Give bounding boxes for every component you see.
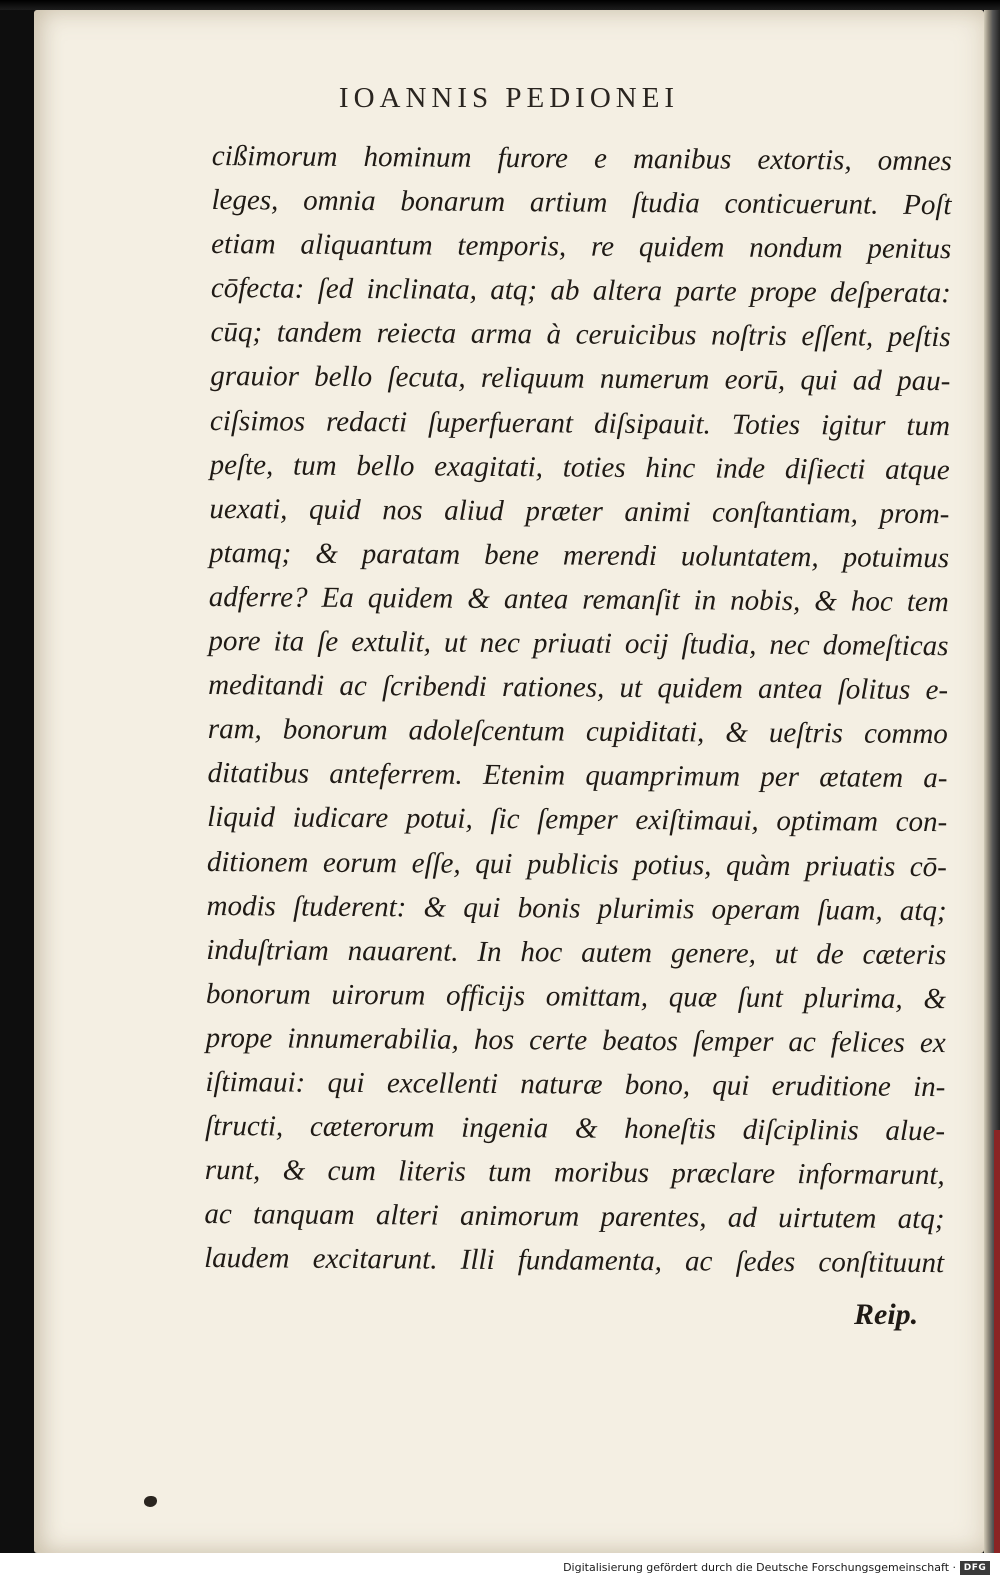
text-line: ciſsimos redacti ſuperfuerant diſsipauit. Toties igitur tum [209,404,951,442]
text-line: ditatibus anteferrem. Etenim quamprimum per ætatem a- [207,757,948,795]
funding-notice: Digitalisierung gefördert durch die Deutsche Forschungsgemeinschaft · [563,1561,956,1574]
text-line: ptamq; & paratam bene merendi uoluntatem, potuimus [208,536,950,574]
text-line: prope innumerabilia, hos certe beatos ſemper ac felices ex [205,1021,946,1060]
text-line: ſtructi, cæterorum ingenia & honeſtis diſciplinis alue- [204,1110,946,1148]
catchword: Reip. [854,1298,919,1331]
text-line: liquid iudicare potui, ſic ſemper exiſtimaui, optimam con- [207,801,948,839]
dfg-logo: DFG [960,1561,990,1575]
text-line: modis ſtuderent: & qui bonis plurimis operam ſuam, atq; [206,889,947,927]
text-line: iſtimaui: qui excellenti naturæ bono, qui eruditione in- [205,1065,946,1104]
text-line: runt, & cum literis tum moribus præclare informarunt, [204,1154,945,1192]
text-line: etiam aliquantum temporis, re quidem nondum penitus [211,228,952,266]
text-line: uexati, quid nos aliud præter animi conſtantiam, prom- [209,492,950,530]
text-line: cōfecta: ſed inclinata, atq; ab altera parte prope deſperata: [210,272,952,310]
text-line: ram, bonorum adoleſcentum cupiditati, & ueſtris commo [207,713,948,751]
text-line: adferre? Ea quidem & antea remanſit in nobis, & hoc tem [208,580,949,619]
text-line: induſtriam nauarent. In hoc autem genere, ut de cæteris [206,933,947,971]
scan-top-border [0,0,1000,10]
red-page-edge [994,1130,1000,1553]
text-line: bonorum uirorum officijs omittam, quæ ſunt plurima, & [205,977,947,1015]
text-line: leges, omnia bonarum artium ſtudia conticuerunt. Poſt [211,184,952,222]
text-line: ac tanquam alteri animorum parentes, ad uirtutem atq; [204,1198,945,1236]
scanned-page [34,10,984,1553]
text-line: meditandi ac ſcribendi rationes, ut quidem antea ſolitus e- [208,669,949,707]
body-text [204,134,952,1286]
text-line: grauior bello ſecuta, reliquum numerum eorū, qui ad pau- [210,360,951,398]
ink-blot [144,1496,157,1507]
text-line: laudem excitarunt. Illi fundamenta, ac ſedes conſtituunt [204,1242,945,1280]
text-line: peſte, tum bello exagitati, toties hinc inde diſiecti atque [209,448,950,486]
text-line: cūq; tandem reiecta arma à ceruicibus noſtris eſſent, peſtis [210,316,951,354]
text-line: cißimorum hominum furore e manibus extortis, omnes [211,139,952,178]
text-line: ditionem eorum eſſe, qui publicis potius, quàm priuatis cō- [206,845,948,883]
running-head: IOANNIS PEDIONEI [338,82,680,114]
footer-bar [0,1553,1000,1581]
text-line: pore ita ſe extulit, ut nec priuati ocij ſtudia, nec domeſticas [208,625,949,663]
